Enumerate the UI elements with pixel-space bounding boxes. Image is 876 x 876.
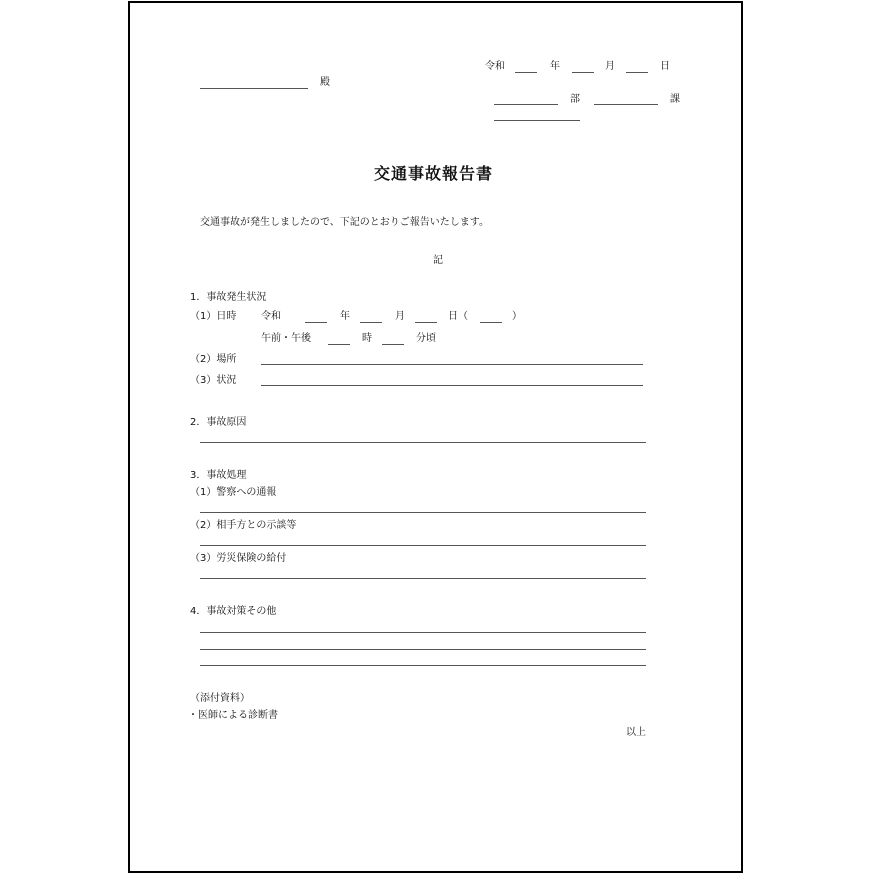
header-day-blank[interactable] bbox=[626, 72, 648, 73]
header-month-blank[interactable] bbox=[572, 72, 594, 73]
department-label: 部 bbox=[570, 94, 580, 105]
section-label: 課 bbox=[670, 94, 680, 105]
datetime-label: （1）日時 bbox=[190, 311, 237, 322]
section-blank[interactable] bbox=[594, 104, 658, 105]
datetime-month-blank[interactable] bbox=[360, 322, 382, 323]
insurance-label: （3）労災保険の給付 bbox=[190, 553, 287, 564]
ki-heading: 記 bbox=[433, 255, 443, 266]
section4-heading: 4．事故対策その他 bbox=[190, 606, 277, 617]
place-label: （2）場所 bbox=[190, 354, 237, 365]
intro-text: 交通事故が発生しましたので、下記のとおりご報告いたします。 bbox=[200, 217, 489, 228]
minute-blank[interactable] bbox=[382, 344, 404, 345]
header-era: 令和 bbox=[485, 61, 505, 72]
attachment-item: ・医師による診断書 bbox=[188, 710, 278, 721]
datetime-era: 令和 bbox=[261, 311, 281, 322]
section2-heading: 2．事故原因 bbox=[190, 417, 247, 428]
datetime-day-blank[interactable] bbox=[415, 322, 437, 323]
header-day-label: 日 bbox=[660, 61, 670, 72]
name-blank[interactable] bbox=[494, 120, 580, 121]
hour-blank[interactable] bbox=[328, 344, 350, 345]
police-report-blank[interactable] bbox=[200, 512, 646, 513]
place-blank[interactable] bbox=[261, 364, 643, 365]
police-report-label: （1）警察への通報 bbox=[190, 487, 277, 498]
addressee-suffix: 殿 bbox=[320, 77, 330, 88]
addressee-blank[interactable] bbox=[200, 88, 308, 89]
datetime-month-label: 月 bbox=[395, 311, 405, 322]
datetime-weekday-blank[interactable] bbox=[480, 322, 502, 323]
report-page bbox=[128, 1, 743, 873]
datetime-year-label: 年 bbox=[340, 311, 350, 322]
measures-line-2[interactable] bbox=[200, 649, 646, 650]
section1-heading: 1．事故発生状況 bbox=[190, 292, 267, 303]
settlement-label: （2）相手方との示談等 bbox=[190, 520, 297, 531]
ampm-label: 午前・午後 bbox=[261, 333, 311, 344]
status-label: （3）状況 bbox=[190, 375, 237, 386]
attachments-label: （添付資料） bbox=[190, 693, 250, 704]
status-blank[interactable] bbox=[261, 385, 643, 386]
header-year-label: 年 bbox=[550, 61, 560, 72]
document-title: 交通事故報告書 bbox=[374, 164, 494, 183]
header-year-blank[interactable] bbox=[515, 72, 537, 73]
datetime-day-label: 日（ bbox=[448, 311, 468, 322]
hour-label: 時 bbox=[362, 333, 372, 344]
closing-text: 以上 bbox=[626, 727, 646, 738]
section3-heading: 3．事故処理 bbox=[190, 470, 247, 481]
datetime-year-blank[interactable] bbox=[305, 322, 327, 323]
cause-blank[interactable] bbox=[200, 442, 646, 443]
measures-line-3[interactable] bbox=[200, 665, 646, 666]
insurance-blank[interactable] bbox=[200, 578, 646, 579]
settlement-blank[interactable] bbox=[200, 545, 646, 546]
minute-label: 分頃 bbox=[416, 333, 436, 344]
header-month-label: 月 bbox=[605, 61, 615, 72]
department-blank[interactable] bbox=[494, 104, 558, 105]
datetime-paren-close: ） bbox=[512, 311, 522, 322]
measures-line-1[interactable] bbox=[200, 632, 646, 633]
